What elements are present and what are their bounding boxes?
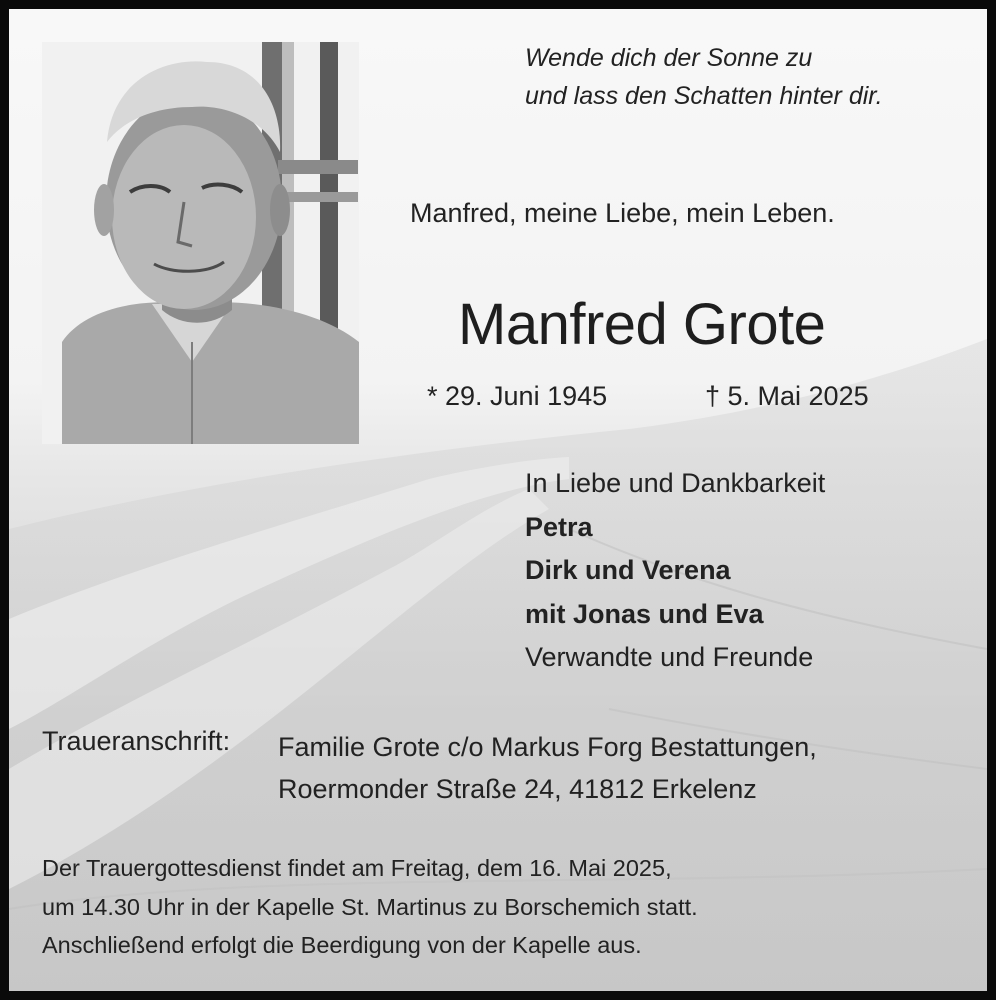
death-date: † 5. Mai 2025: [705, 381, 869, 411]
birth-date: * 29. Juni 1945: [427, 381, 608, 411]
address-line: Roermonder Straße 24, 41812 Erkelenz: [278, 774, 757, 804]
service-line: Anschließend erfolgt die Beerdigung von der Kapelle aus.: [42, 932, 642, 958]
service-line: um 14.30 Uhr in der Kapelle St. Martinus zu Borschemich statt.: [42, 893, 698, 920]
deceased-name: Manfred Grote: [458, 292, 826, 357]
mourning-address: [278, 726, 817, 810]
mourner-name: mit Jonas und Eva: [525, 598, 764, 629]
mourners-closing: Verwandte und Freunde: [525, 642, 814, 672]
funeral-service-info: [42, 849, 698, 965]
dedication-line: Manfred, meine Liebe, mein Leben.: [410, 198, 835, 228]
mourners-block: [525, 462, 825, 680]
address-line: Familie Grote c/o Markus Forg Bestattungen,: [278, 732, 817, 762]
mourners-intro: In Liebe und Dankbarkeit: [525, 468, 826, 498]
address-label: Traueranschrift:: [42, 726, 231, 756]
quote-line: und lass den Schatten hinter dir.: [525, 82, 883, 110]
portrait-photo: [42, 42, 359, 444]
memorial-quote: [525, 39, 883, 115]
mourner-name: Petra: [525, 511, 593, 542]
service-line: Der Trauergottesdienst findet am Freitag, dem 16. Mai 2025,: [42, 855, 672, 881]
mourner-name: Dirk und Verena: [525, 555, 731, 585]
quote-line: Wende dich der Sonne zu: [525, 44, 813, 72]
